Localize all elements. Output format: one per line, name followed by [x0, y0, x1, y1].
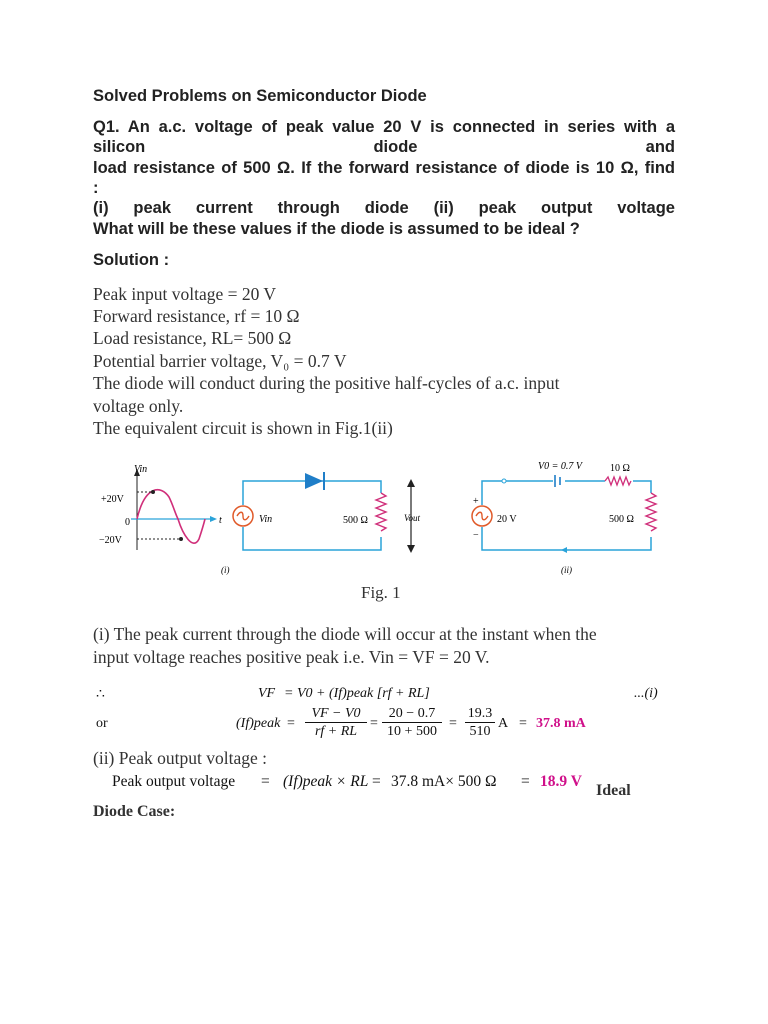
diode-case-heading: Diode Case:	[93, 803, 176, 820]
q2-word: diode	[373, 138, 418, 156]
eq2-equals: =	[287, 716, 295, 731]
eq2-equals: =	[370, 716, 378, 731]
vin-axis-label: Vin	[134, 464, 148, 475]
or-label: or	[96, 716, 108, 731]
eq2-denominator: rf + RL	[314, 724, 358, 739]
peak-output-equals: =	[372, 773, 381, 790]
q5-word: (i)	[93, 199, 109, 217]
peak-output-equals: =	[521, 773, 530, 790]
eq2-unit: A	[498, 716, 509, 731]
eq1-ref: ...(i)	[634, 686, 658, 701]
eq2-equals: =	[519, 716, 527, 731]
q5-word: peak	[478, 199, 517, 217]
peak-output-mid: (If)peak × RL	[283, 773, 369, 790]
minus20-label: −20V	[99, 535, 122, 546]
peak-output-result: 18.9 V	[540, 773, 582, 790]
given-line: The equivalent circuit is shown in Fig.1(ii)	[93, 418, 393, 438]
resistor-symbol	[376, 493, 386, 531]
r10-label: 10 Ω	[610, 463, 630, 474]
question-line-3: load resistance of 500 Ω. If the forward resistance of diode is 10 Ω, find	[93, 159, 675, 177]
diode-symbol	[305, 473, 323, 489]
resistor-10-symbol	[605, 477, 631, 485]
q5-word: (ii)	[433, 199, 454, 217]
q5-word: peak	[133, 199, 172, 217]
t-label: t	[219, 515, 222, 526]
q5-word: through	[277, 199, 340, 217]
q2-word: and	[645, 138, 675, 156]
eq1-lhs: VF	[258, 686, 276, 701]
v0-label: V0 = 0.7 V	[538, 461, 582, 472]
label-i: (i)	[221, 565, 230, 575]
part-ii-label: (ii) Peak output voltage :	[93, 748, 267, 768]
q5-word: output	[541, 199, 593, 217]
eq2-numerator-3: 19.3	[465, 706, 495, 723]
question-line-2	[93, 137, 675, 157]
q2-word: silicon	[93, 138, 146, 156]
label-ii: (ii)	[561, 565, 572, 575]
given-line: The diode will conduct during the positive half-cycles of a.c. input	[93, 373, 560, 393]
source-20v-label: 20 V	[497, 514, 517, 525]
eq2-equals: =	[449, 716, 457, 731]
circuit-i	[221, 472, 421, 575]
eq2-numerator: VF − V0	[305, 706, 367, 723]
resistor-500-symbol	[646, 493, 656, 531]
peak-output-calc: 37.8 mA× 500 Ω	[391, 773, 497, 790]
eq2-lhs: (If)peak	[236, 716, 281, 731]
ideal-label: Ideal	[596, 782, 631, 799]
figure-caption: Fig. 1	[361, 583, 401, 602]
eq2-denominator-3: 510	[469, 724, 491, 739]
question-line-1: Q1. An a.c. voltage of peak value 20 V is connected in series with a	[93, 118, 675, 136]
plus-label: +	[473, 496, 479, 507]
given-line: Load resistance, RL= 500 Ω	[93, 328, 292, 348]
eq2-result: 37.8 mA	[536, 716, 586, 731]
given-line: Peak input voltage = 20 V	[93, 284, 277, 304]
solution-label: Solution :	[93, 251, 170, 269]
question-line-4: :	[93, 179, 99, 197]
eq2-denominator-2: 10 + 500	[387, 724, 437, 739]
plus20-label: +20V	[101, 494, 124, 505]
peak-output-equals: =	[261, 773, 270, 790]
part-i-line: (i) The peak current through the diode will occur at the instant when the	[93, 624, 597, 644]
r500b-label: 500 Ω	[609, 514, 634, 525]
q5-word: diode	[364, 199, 409, 217]
r500-label: 500 Ω	[343, 515, 368, 526]
eq2-numerator-2: 20 − 0.7	[382, 706, 442, 723]
page-title: Solved Problems on Semiconductor Diode	[93, 87, 427, 105]
minus-label: −	[473, 530, 479, 541]
peak-output-lhs: Peak output voltage	[112, 773, 236, 790]
circuit-ii	[472, 461, 656, 575]
given-line: Forward resistance, rf = 10 Ω	[93, 306, 300, 326]
circuit-vin-label: Vin	[259, 514, 273, 525]
q5-word: current	[195, 199, 253, 217]
question-line-5	[93, 198, 675, 218]
q5-word: voltage	[617, 199, 675, 217]
zero-label: 0	[125, 517, 130, 528]
input-waveform	[99, 464, 222, 550]
part-i-line: input voltage reaches positive peak i.e. Vin = VF = 20 V.	[93, 647, 490, 667]
therefore-symbol: ∴	[96, 687, 105, 702]
question-line-6: What will be these values if the diode is assumed to be ideal ?	[93, 220, 580, 238]
vout-label: Vout	[404, 513, 421, 523]
eq1-rhs: = V0 + (If)peak [rf + RL]	[284, 686, 430, 701]
figure-1-diagram	[95, 455, 675, 580]
given-line: voltage only.	[93, 396, 184, 416]
given-line: Potential barrier voltage, V₀ = 0.7 V	[93, 351, 347, 371]
